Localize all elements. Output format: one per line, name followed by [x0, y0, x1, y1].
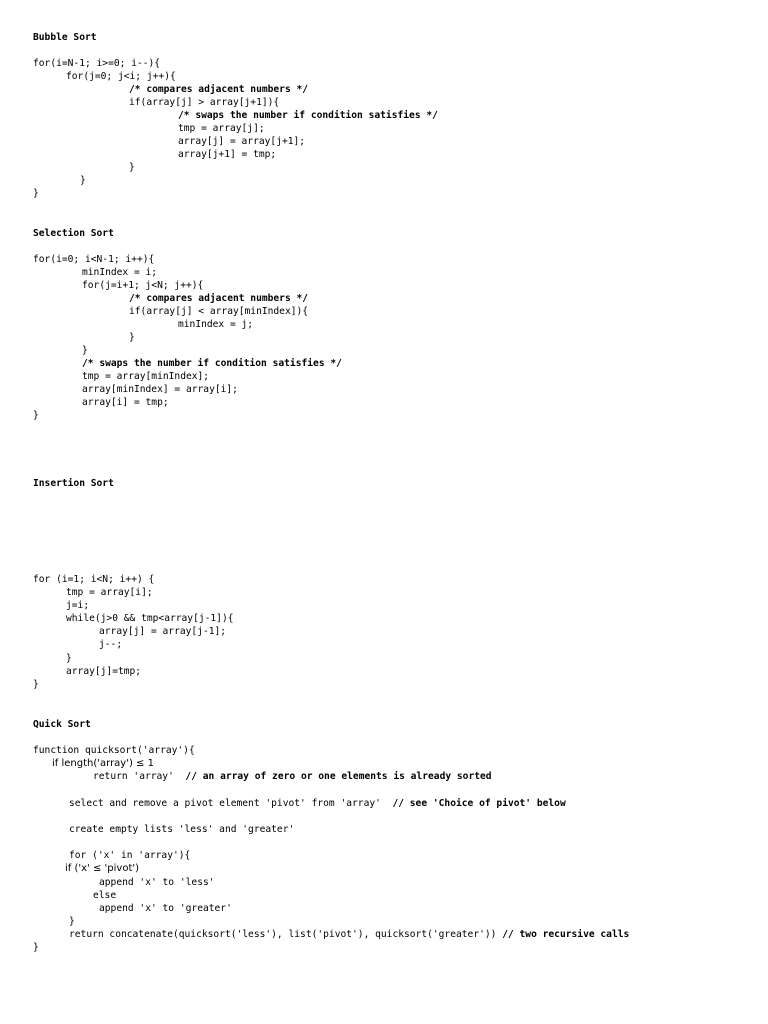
code-line — [69, 797, 566, 810]
code-line: for(i=N-1; i>=0; i--){ — [33, 58, 161, 69]
code-line: array[j]=tmp; — [66, 666, 142, 677]
code-comment: /* swaps the number if condition satisfies */ — [178, 110, 438, 121]
code-line: for (i=1; i<N; i++) { — [33, 574, 155, 585]
code-text: return 'array' — [93, 771, 186, 782]
code-line: for(i=0; i<N-1; i++){ — [33, 254, 155, 265]
code-line: minIndex = j; — [178, 319, 254, 330]
code-line: function quicksort('array'){ — [33, 745, 195, 756]
code-line: j--; — [99, 639, 123, 650]
code-line: if(array[j] < array[minIndex]){ — [129, 306, 309, 317]
code-line: create empty lists 'less' and 'greater' — [69, 824, 295, 835]
code-comment: // see 'Choice of pivot' below — [392, 798, 566, 809]
code-line: for(j=i+1; j<N; j++){ — [82, 280, 204, 291]
code-line: while(j>0 && tmp<array[j-1]){ — [66, 613, 234, 624]
code-line: array[j+1] = tmp; — [178, 149, 277, 160]
code-comment: // two recursive calls — [502, 929, 630, 940]
code-line — [69, 928, 629, 941]
code-line: for(j=0; j<i; j++){ — [66, 71, 176, 82]
code-line: array[minIndex] = array[i]; — [82, 384, 238, 395]
code-comment: /* compares adjacent numbers */ — [129, 293, 309, 304]
code-line — [93, 770, 492, 783]
code-line: append 'x' to 'less' — [99, 877, 215, 888]
code-comment: /* swaps the number if condition satisfies */ — [82, 358, 342, 369]
code-line: } — [129, 162, 135, 173]
code-line: if(array[j] > array[j+1]){ — [129, 97, 280, 108]
code-line: } — [33, 679, 39, 690]
code-line: j=i; — [66, 600, 90, 611]
code-line: tmp = array[minIndex]; — [82, 371, 210, 382]
code-line: array[j] = array[j+1]; — [178, 136, 306, 147]
selection-sort-title: Selection Sort — [33, 228, 114, 239]
code-line: array[j] = array[j-1]; — [99, 626, 227, 637]
code-line: else — [93, 890, 117, 901]
code-line: } — [33, 188, 39, 199]
bubble-sort-title: Bubble Sort — [33, 32, 97, 43]
code-line: array[i] = tmp; — [82, 397, 169, 408]
code-line: } — [82, 345, 88, 356]
insertion-sort-title: Insertion Sort — [33, 478, 114, 489]
code-line: } — [69, 916, 75, 927]
code-line: } — [129, 332, 135, 343]
code-line: tmp = array[i]; — [66, 587, 153, 598]
code-line: append 'x' to 'greater' — [99, 903, 232, 914]
code-line: tmp = array[j]; — [178, 123, 265, 134]
code-line: } — [33, 942, 39, 953]
quick-sort-title: Quick Sort — [33, 719, 91, 730]
code-line: } — [66, 653, 72, 664]
code-comment: // an array of zero or one elements is already sorted — [185, 771, 492, 782]
code-comment: /* compares adjacent numbers */ — [129, 84, 309, 95]
code-line: minIndex = i; — [82, 267, 158, 278]
code-line: if ('x' ≤ 'pivot') — [65, 863, 140, 874]
code-text: return concatenate(quicksort('less'), list('pivot'), quicksort('greater')) — [69, 929, 503, 940]
code-line: } — [33, 410, 39, 421]
code-text: select and remove a pivot element 'pivot' from 'array' — [69, 798, 393, 809]
code-line: if length('array') ≤ 1 — [52, 758, 154, 769]
code-line: } — [80, 175, 86, 186]
code-line: for ('x' in 'array'){ — [69, 850, 191, 861]
